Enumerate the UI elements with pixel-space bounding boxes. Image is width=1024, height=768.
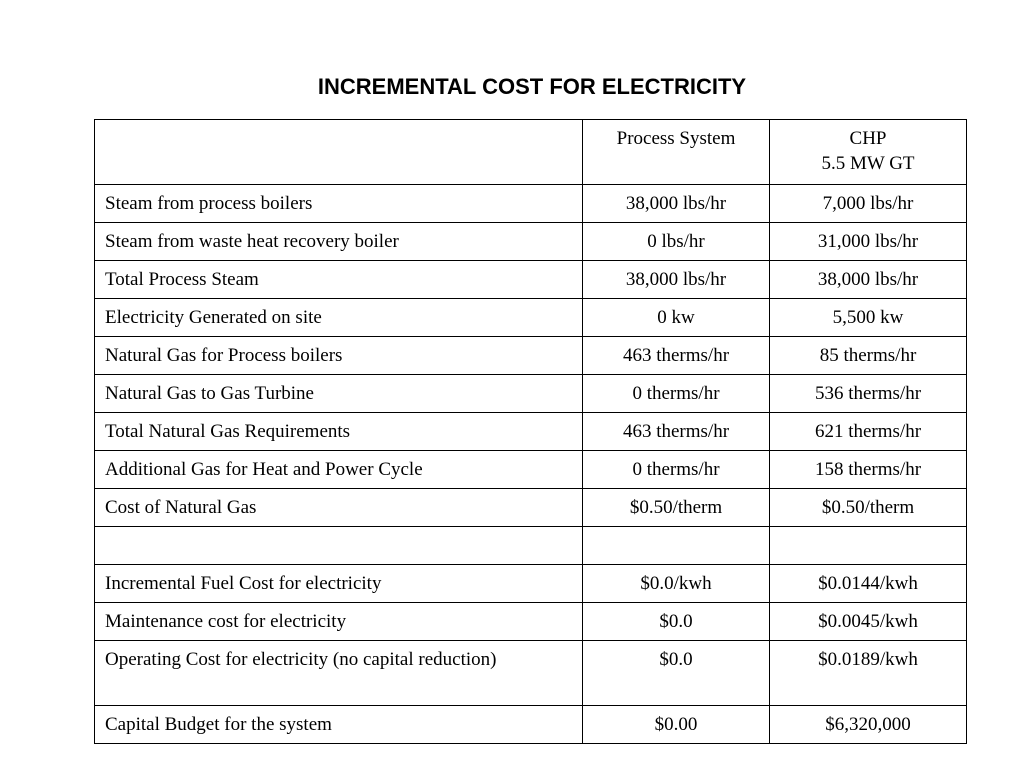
chp-value: 158 therms/hr (770, 451, 967, 489)
row-label: Capital Budget for the system (95, 706, 583, 744)
chp-value: $6,320,000 (770, 706, 967, 744)
header-chp (770, 120, 967, 185)
row-label: Maintenance cost for electricity (95, 603, 583, 641)
header-chp-line1: CHP (849, 128, 887, 149)
process-system-value: $0.50/therm (583, 489, 770, 527)
table-row-operating-cost (95, 641, 967, 706)
row-label: Steam from waste heat recovery boiler (95, 223, 583, 261)
row-label: Additional Gas for Heat and Power Cycle (95, 451, 583, 489)
table-row (95, 223, 967, 261)
process-system-value: $0.0/kwh (583, 565, 770, 603)
process-system-value: $0.0 (583, 603, 770, 641)
process-system-value: 38,000 lbs/hr (583, 261, 770, 299)
chp-value: $0.0144/kwh (770, 565, 967, 603)
row-label: Natural Gas for Process boilers (95, 337, 583, 375)
row-label: Total Natural Gas Requirements (95, 413, 583, 451)
table-row (95, 413, 967, 451)
table-row (95, 565, 967, 603)
table-row (95, 706, 967, 744)
chp-value: $0.0045/kwh (770, 603, 967, 641)
chp-value: 536 therms/hr (770, 375, 967, 413)
chp-value: 621 therms/hr (770, 413, 967, 451)
table-row (95, 261, 967, 299)
row-label: Incremental Fuel Cost for electricity (95, 565, 583, 603)
process-system-value: 38,000 lbs/hr (583, 185, 770, 223)
header-chp-line2: 5.5 MW GT (821, 153, 915, 174)
table-row (95, 451, 967, 489)
chp-value: 31,000 lbs/hr (770, 223, 967, 261)
header-process-system (583, 120, 770, 185)
row-label: Operating Cost for electricity (no capital reduction) (95, 641, 583, 706)
table-row (95, 337, 967, 375)
row-label: Cost of Natural Gas (95, 489, 583, 527)
table-row (95, 375, 967, 413)
process-system-value: $0.0 (583, 641, 770, 706)
chp-value: $0.0189/kwh (770, 641, 967, 706)
process-system-value: 0 therms/hr (583, 451, 770, 489)
process-system-value: $0.00 (583, 706, 770, 744)
process-system-value (583, 527, 770, 565)
table-row-blank (95, 527, 967, 565)
row-label: Steam from process boilers (95, 185, 583, 223)
process-system-value: 463 therms/hr (583, 413, 770, 451)
table-row (95, 185, 967, 223)
chp-value: 85 therms/hr (770, 337, 967, 375)
page-title: INCREMENTAL COST FOR ELECTRICITY (317, 74, 747, 99)
cost-comparison-table (94, 119, 967, 744)
row-label: Total Process Steam (95, 261, 583, 299)
process-system-value: 0 kw (583, 299, 770, 337)
chp-value: 5,500 kw (770, 299, 967, 337)
chp-value: 38,000 lbs/hr (770, 261, 967, 299)
process-system-value: 0 therms/hr (583, 375, 770, 413)
row-label: Electricity Generated on site (95, 299, 583, 337)
process-system-value: 463 therms/hr (583, 337, 770, 375)
table-row (95, 489, 967, 527)
chp-value: $0.50/therm (770, 489, 967, 527)
row-label: Natural Gas to Gas Turbine (95, 375, 583, 413)
row-label (95, 527, 583, 565)
chp-value: 7,000 lbs/hr (770, 185, 967, 223)
table-row (95, 299, 967, 337)
chp-value (770, 527, 967, 565)
process-system-value: 0 lbs/hr (583, 223, 770, 261)
table-header-row (95, 120, 967, 185)
table-row (95, 603, 967, 641)
header-process-system-label: Process System (616, 128, 736, 149)
header-empty-cell (95, 120, 583, 185)
